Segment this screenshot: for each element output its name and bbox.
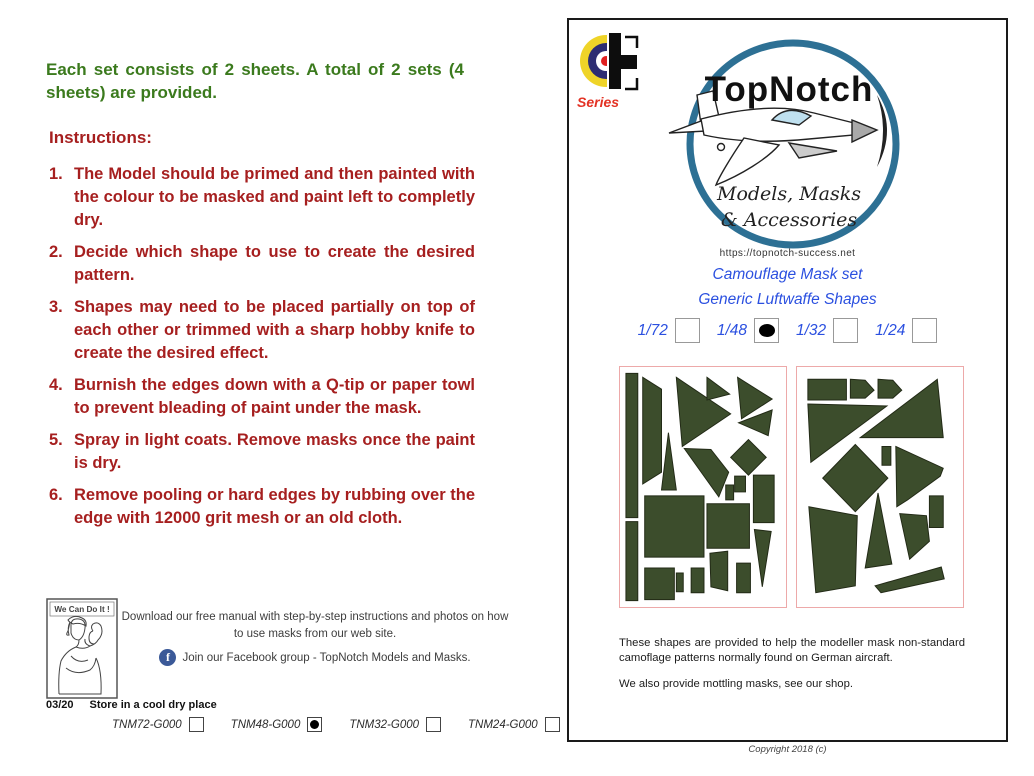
step-text: The Model should be primed and then painted with the colour to be masked and paint left to completly dry. (74, 165, 475, 229)
mask-shape (691, 568, 704, 593)
scale-label: 1/48 (716, 321, 747, 339)
sku-option (231, 717, 323, 732)
sku-label: TNM72-G000 (112, 718, 182, 731)
rosie-caption: We Can Do It ! (54, 605, 110, 614)
mask-shape (754, 529, 771, 586)
product-title: Camouflage Mask set (712, 266, 863, 283)
sku-label: TNM24-G000 (468, 718, 538, 731)
description-paragraph-2: We also provide mottling masks, see our shop. (619, 678, 853, 690)
scale-label: 1/72 (637, 321, 668, 339)
sku-option (112, 717, 204, 732)
instruction-step (49, 163, 475, 232)
rosie-illustration (46, 598, 118, 699)
mask-shape (676, 573, 683, 592)
tagline-line1: Models, Masks (716, 183, 861, 205)
copyright-text: Copyright 2018 (c) (748, 744, 827, 755)
sku-label: TNM32-G000 (349, 718, 420, 731)
scale-checkbox (833, 318, 858, 343)
scale-label: 1/32 (796, 321, 827, 339)
product-panel (567, 18, 1008, 742)
mask-shape (710, 551, 728, 591)
mask-shape (645, 496, 704, 557)
mask-shape (808, 379, 847, 400)
instructions-list (49, 163, 475, 539)
mask-shape (707, 377, 730, 400)
scale-option (875, 318, 937, 343)
intro-text: Each set consists of 2 sheets. A total of 2 sets (4 sheets) are provided. (46, 60, 464, 102)
step-text: Shapes may need to be placed partially on top of each other or trimmed with a sharp hobby knife to create the desired effect. (74, 298, 475, 362)
mask-shape (707, 504, 749, 548)
mask-shape (731, 440, 767, 476)
mask-shape (643, 377, 662, 484)
step-number: 4. (49, 376, 63, 394)
step-number: 2. (49, 243, 63, 261)
scale-option (796, 318, 858, 343)
instruction-step (49, 241, 475, 287)
date-code: 03/20 (46, 699, 74, 711)
scale-option (717, 318, 779, 343)
mask-shape (676, 377, 730, 446)
storage-note: Store in a cool dry place (89, 699, 217, 711)
mask-shape (626, 373, 638, 517)
sku-label: TNM48-G000 (230, 718, 301, 731)
mask-shape (929, 496, 943, 528)
step-number: 1. (49, 165, 63, 183)
mask-shape (878, 379, 902, 398)
instruction-step (49, 374, 475, 420)
series-label: Series (577, 94, 620, 110)
mask-shape (809, 507, 857, 593)
mask-shape (626, 522, 638, 601)
storage-row (46, 699, 233, 711)
tagline-line2: & Accessories (720, 209, 858, 231)
sku-checkbox (545, 717, 560, 732)
mask-shape (684, 448, 728, 496)
scale-checkbox (675, 318, 700, 343)
mask-sheet-1-shapes (620, 367, 786, 607)
step-text: Burnish the edges down with a Q-tip or paper towl to prevent bleading of paint under the mask. (74, 376, 475, 417)
scale-checkbox (912, 318, 937, 343)
instructions-heading: Instructions: (49, 128, 152, 147)
mask-sheet-2 (796, 366, 964, 608)
facebook-row (118, 649, 512, 666)
mask-shape (882, 446, 891, 465)
checked-dot (310, 720, 319, 729)
scale-label: 1/24 (875, 321, 906, 339)
mask-shape (726, 485, 734, 500)
mask-shape (737, 563, 751, 593)
description-paragraph-1: These shapes are provided to help the modeller mask non-standard camoflage patterns normally found on German aircraft. (619, 637, 965, 664)
sku-checkbox (426, 717, 441, 732)
sku-checkbox (307, 717, 322, 732)
sku-options-row (112, 717, 560, 732)
mask-shape (662, 433, 677, 490)
sku-checkbox (189, 717, 204, 732)
mask-shape (735, 476, 746, 492)
scale-options-row (569, 318, 1006, 343)
scale-checkbox (754, 318, 779, 343)
facebook-text: Join our Facebook group - TopNotch Models and Masks. (182, 651, 471, 664)
brand-name: TopNotch (704, 70, 874, 109)
checked-dot (759, 324, 775, 337)
step-text: Remove pooling or hard edges by rubbing over the edge with 12000 grit mesh or an old cloth. (74, 486, 475, 527)
rosie-poster (46, 598, 118, 699)
mask-shape (645, 568, 675, 600)
facebook-icon: f (159, 649, 176, 666)
scale-option (638, 318, 700, 343)
mask-sheet-1 (619, 366, 787, 608)
mask-shape (850, 379, 874, 398)
instruction-step (49, 296, 475, 365)
download-note: Download our free manual with step-by-step instructions and photos on how to use masks from our web site. (121, 611, 509, 640)
mask-shape (875, 567, 944, 593)
sku-option (468, 717, 560, 732)
mask-shape (900, 514, 930, 559)
mask-shape (865, 493, 892, 568)
step-text: Decide which shape to use to create the desired pattern. (74, 243, 475, 284)
step-number: 3. (49, 298, 63, 316)
step-number: 5. (49, 431, 63, 449)
instruction-step (49, 484, 475, 530)
step-number: 6. (49, 486, 63, 504)
mask-shape (753, 475, 774, 522)
step-text: Spray in light coats. Remove masks once the paint is dry. (74, 431, 475, 472)
series-roundel-icon (579, 31, 641, 95)
product-subtitle: Generic Luftwaffe Shapes (698, 291, 877, 308)
website-url: https://topnotch-success.net (719, 248, 856, 259)
mask-sheet-2-shapes (797, 367, 963, 607)
instruction-step (49, 429, 475, 475)
sku-option (349, 717, 441, 732)
